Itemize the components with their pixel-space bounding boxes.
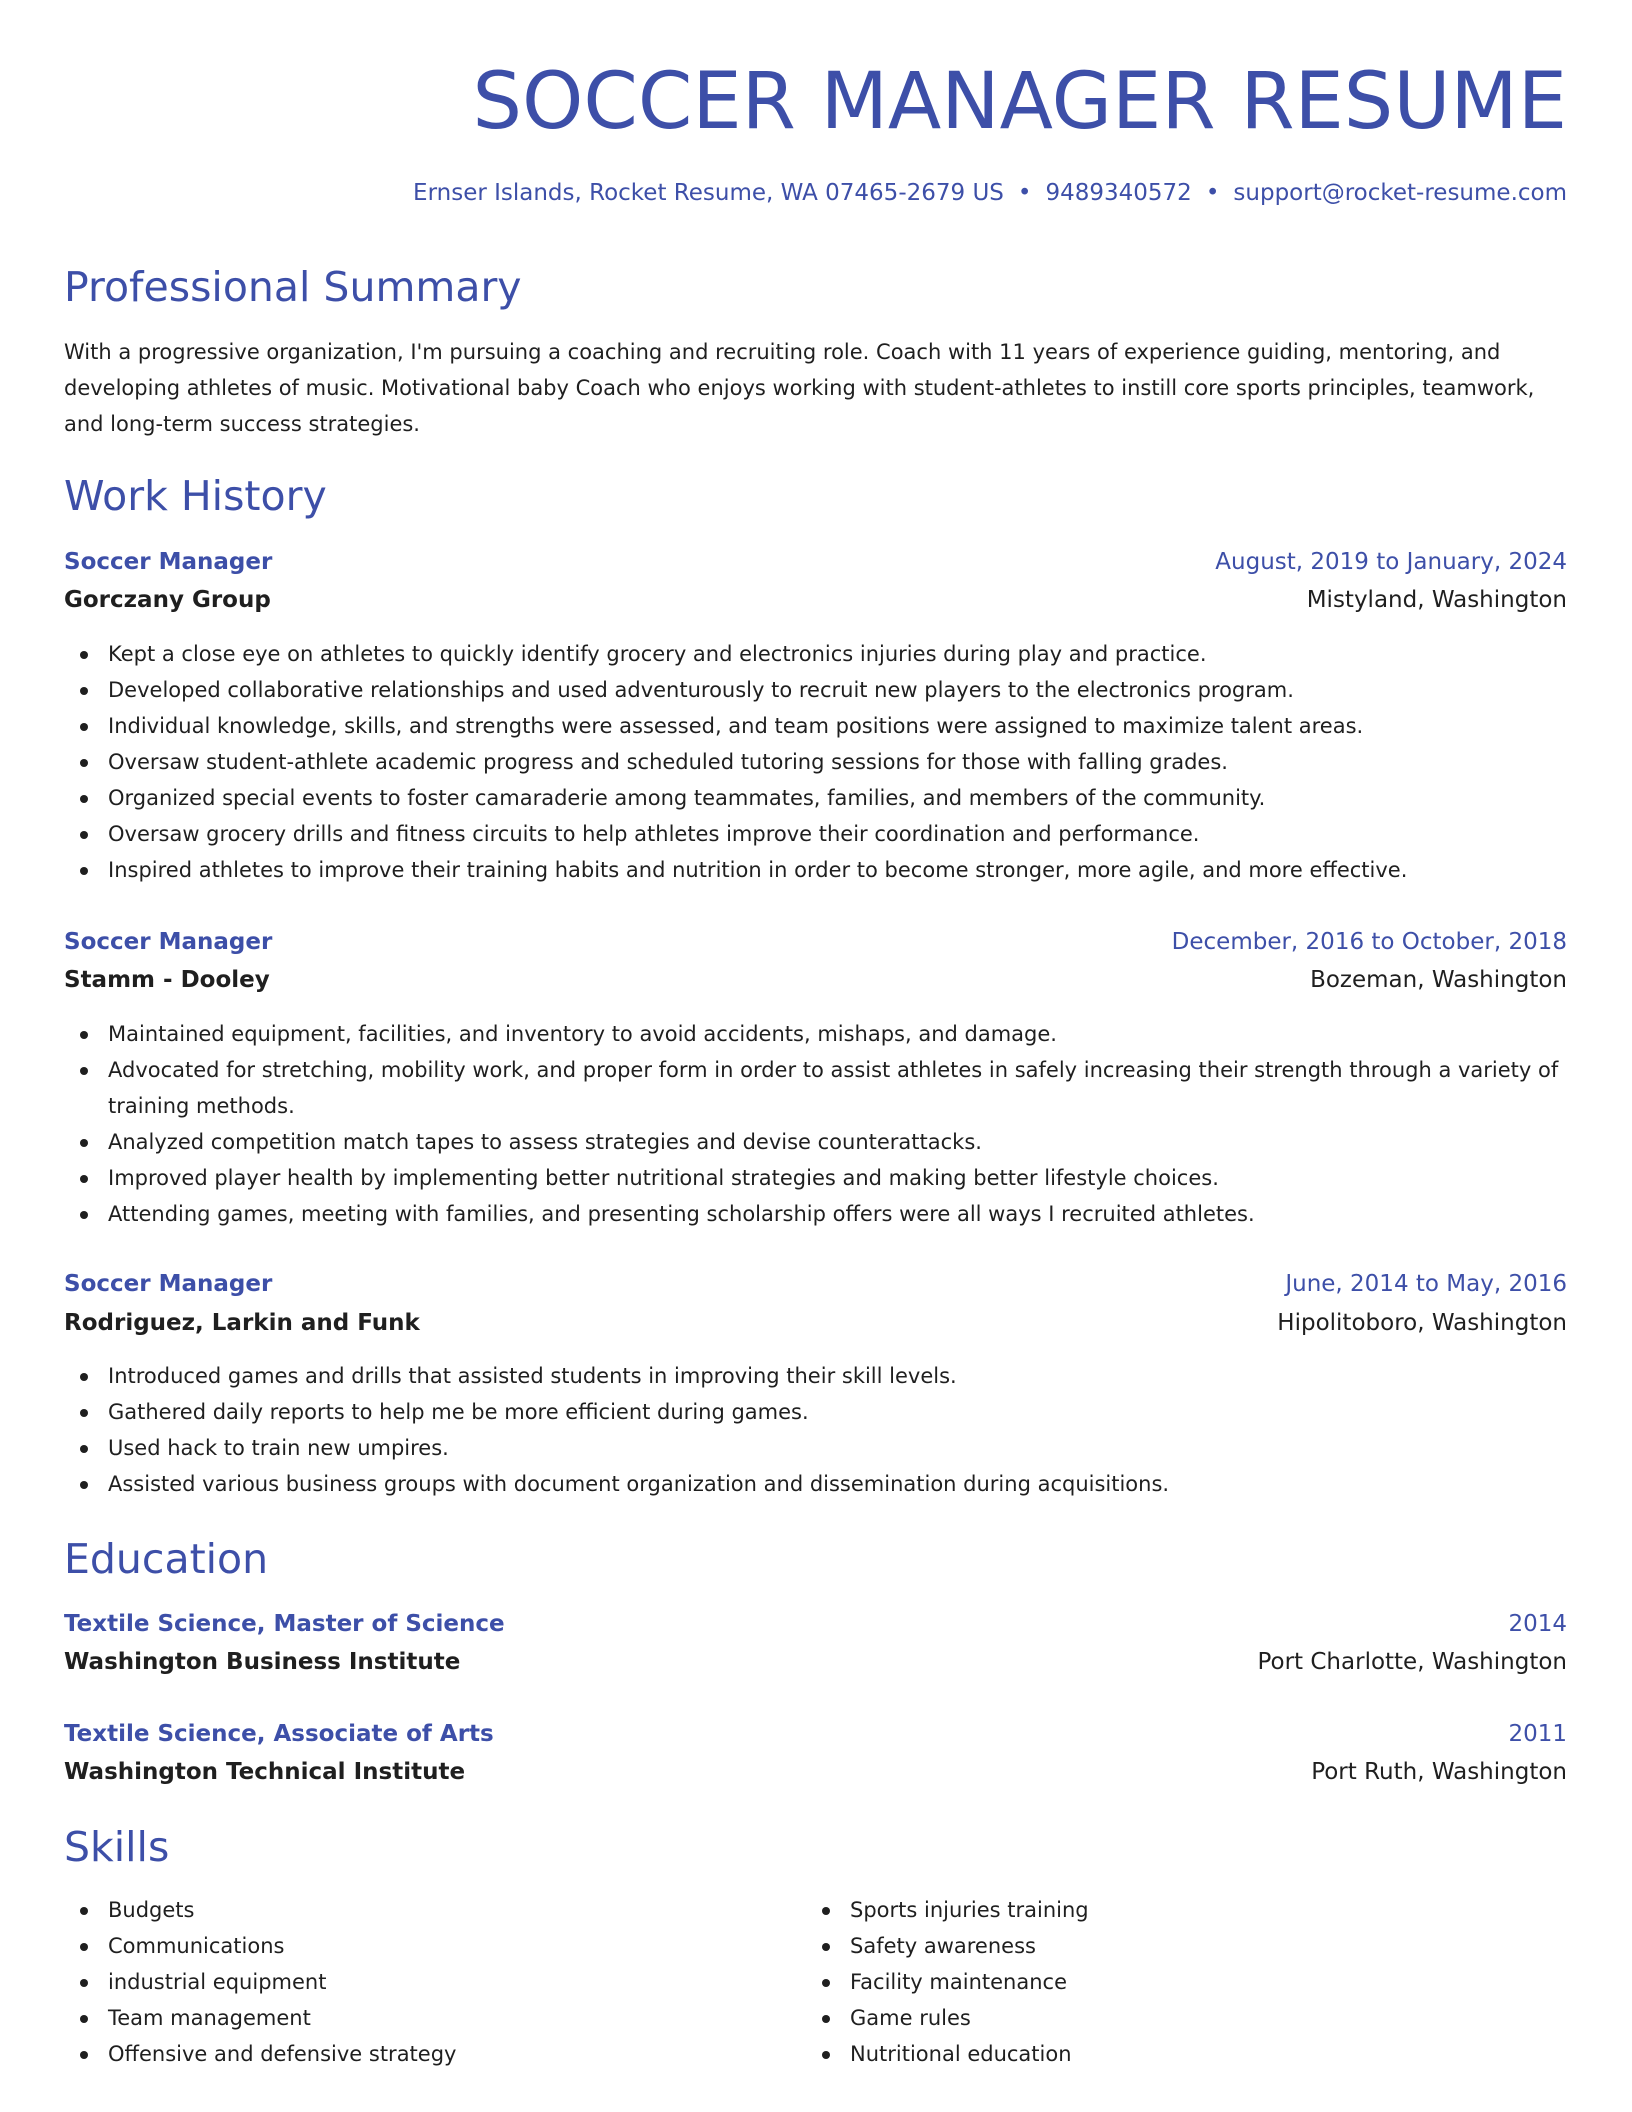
skill-item: Facility maintenance (806, 1964, 1506, 2000)
skill-item: Team management (64, 2000, 764, 2036)
education-degree: Textile Science, Associate of Arts (64, 1721, 494, 1747)
education-subheader (64, 1754, 1567, 1790)
list-item: Advocated for stretching, mobility work, and proper form in order to assist athletes in safely increasing their strength through a variety of training methods. (64, 1052, 1567, 1124)
job-subheader (64, 582, 1567, 618)
list-item: Maintained equipment, facilities, and inventory to avoid accidents, mishaps, and damage. (64, 1016, 1567, 1052)
skill-item: Communications (64, 1928, 764, 1964)
list-item: Attending games, meeting with families, and presenting scholarship offers were all ways I recruited athletes. (64, 1196, 1567, 1232)
list-item: Individual knowledge, skills, and strengths were assessed, and team positions were assigned to maximize talent areas. (64, 708, 1567, 744)
contact-phone: 9489340572 (1045, 180, 1192, 206)
skills-heading: Skills (64, 1823, 170, 1871)
job-title: Soccer Manager (64, 929, 273, 955)
job-header (64, 544, 1567, 580)
education-header (64, 1716, 1567, 1752)
job-bullets (64, 1016, 1567, 1232)
job-bullets (64, 1358, 1567, 1502)
job-company: Gorczany Group (64, 587, 271, 613)
education-location: Port Ruth, Washington (1311, 1759, 1567, 1785)
job-location: Hipolitoboro, Washington (1277, 1310, 1567, 1336)
job-subheader (64, 1305, 1567, 1341)
resume-title: SOCCER MANAGER RESUME (472, 57, 1567, 147)
list-item: Organized special events to foster camaraderie among teammates, families, and members of the community. (64, 780, 1567, 816)
list-item: Improved player health by implementing better nutritional strategies and making better lifestyle choices. (64, 1160, 1567, 1196)
list-item: Developed collaborative relationships and used adventurously to recruit new players to the electronics program. (64, 672, 1567, 708)
list-item: Analyzed competition match tapes to assess strategies and devise counterattacks. (64, 1124, 1567, 1160)
contact-email[interactable]: support@rocket-resume.com (1233, 180, 1567, 206)
job-subheader (64, 962, 1567, 998)
job-location: Bozeman, Washington (1310, 967, 1567, 993)
work-history-heading: Work History (64, 472, 327, 520)
job-header (64, 1266, 1567, 1302)
education-school: Washington Business Institute (64, 1649, 461, 1675)
resume-page (64, 0, 1567, 2066)
list-item: Gathered daily reports to help me be more efficient during games. (64, 1394, 1567, 1430)
education-year: 2014 (1508, 1611, 1567, 1637)
job-title: Soccer Manager (64, 549, 273, 575)
list-item: Oversaw grocery drills and fitness circuits to help athletes improve their coordination and performance. (64, 816, 1567, 852)
summary-text: With a progressive organization, I'm pursuing a coaching and recruiting role. Coach with 11 years of experience guiding, mentoring, and developing athletes of music. Motivational baby Coach who enjoys working with student-athletes to instill core sports principles, teamwork, and long-term success strategies. (64, 340, 1535, 436)
education-school: Washington Technical Institute (64, 1759, 466, 1785)
education-subheader (64, 1644, 1567, 1680)
job-dates: August, 2019 to January, 2024 (1215, 549, 1567, 575)
list-item: Used hack to train new umpires. (64, 1430, 1567, 1466)
list-item: Kept a close eye on athletes to quickly identify grocery and electronics injuries during play and practice. (64, 636, 1567, 672)
skill-item: Nutritional education (806, 2036, 1506, 2072)
contact-line (413, 178, 1567, 208)
skill-item: industrial equipment (64, 1964, 764, 2000)
education-header (64, 1606, 1567, 1642)
job-company: Stamm - Dooley (64, 967, 270, 993)
contact-separator: • (1205, 180, 1220, 206)
skill-item: Sports injuries training (806, 1892, 1506, 1928)
job-company: Rodriguez, Larkin and Funk (64, 1310, 420, 1336)
skills-list-right (806, 1892, 1506, 2072)
contact-address: Ernser Islands, Rocket Resume, WA 07465-2679 US (413, 180, 1004, 206)
skill-item: Game rules (806, 2000, 1506, 2036)
summary-heading: Professional Summary (64, 263, 522, 311)
list-item: Inspired athletes to improve their training habits and nutrition in order to become stronger, more agile, and more effective. (64, 852, 1567, 888)
job-dates: June, 2014 to May, 2016 (1285, 1271, 1567, 1297)
job-header (64, 924, 1567, 960)
list-item: Oversaw student-athlete academic progress and scheduled tutoring sessions for those with falling grades. (64, 744, 1567, 780)
skill-item: Offensive and defensive strategy (64, 2036, 764, 2072)
skills-list-left (64, 1892, 764, 2072)
education-location: Port Charlotte, Washington (1257, 1649, 1567, 1675)
education-heading: Education (64, 1535, 269, 1583)
education-degree: Textile Science, Master of Science (64, 1611, 505, 1637)
job-location: Mistyland, Washington (1306, 587, 1567, 613)
job-title: Soccer Manager (64, 1271, 273, 1297)
contact-separator: • (1017, 180, 1032, 206)
education-year: 2011 (1508, 1721, 1567, 1747)
list-item: Introduced games and drills that assisted students in improving their skill levels. (64, 1358, 1567, 1394)
skill-item: Budgets (64, 1892, 764, 1928)
job-dates: December, 2016 to October, 2018 (1171, 929, 1567, 955)
skill-item: Safety awareness (806, 1928, 1506, 1964)
job-bullets (64, 636, 1567, 888)
list-item: Assisted various business groups with document organization and dissemination during acquisitions. (64, 1466, 1567, 1502)
